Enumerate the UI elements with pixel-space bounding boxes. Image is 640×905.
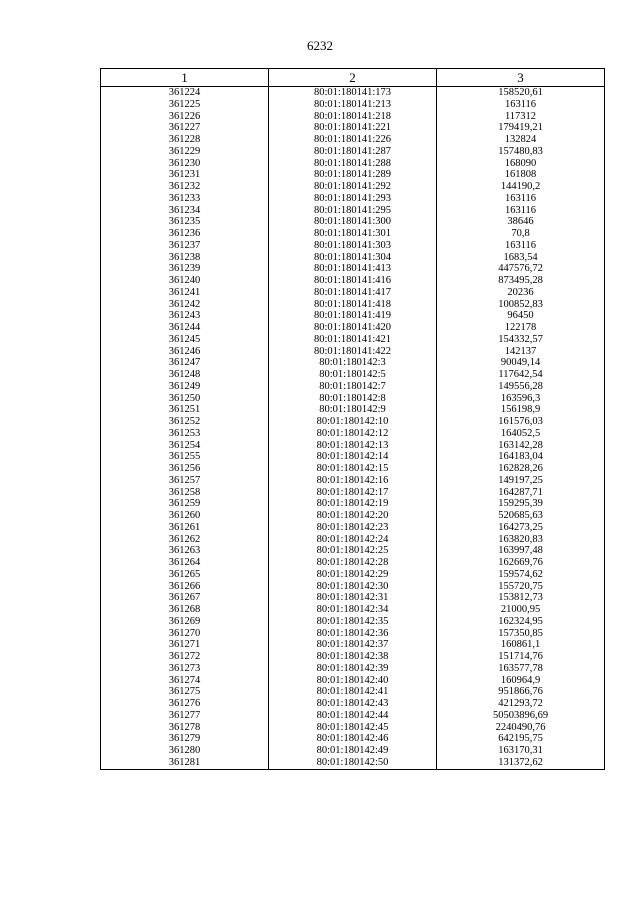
table-row [101,216,605,228]
value-cell: 38646 [437,216,605,228]
table-row [101,287,605,299]
table-row [101,99,605,111]
table-row [101,169,605,181]
row-number-cell: 361268 [101,604,269,616]
table-row [101,557,605,569]
table-row [101,369,605,381]
cadastral-number-cell: 80:01:180142:50 [269,757,437,769]
row-number-cell: 361260 [101,510,269,522]
row-number-cell: 361248 [101,369,269,381]
row-number-cell: 361254 [101,440,269,452]
cadastral-number-cell: 80:01:180142:31 [269,592,437,604]
value-cell: 163577,78 [437,663,605,675]
value-cell: 1683,54 [437,252,605,264]
value-cell: 157480,83 [437,146,605,158]
table-row [101,722,605,734]
row-number-cell: 361278 [101,722,269,734]
header-row [101,69,605,87]
cadastral-number-cell: 80:01:180142:3 [269,357,437,369]
cadastral-number-cell: 80:01:180141:221 [269,122,437,134]
value-cell: 164052,5 [437,428,605,440]
table-row [101,134,605,146]
table-row [101,404,605,416]
table-row [101,228,605,240]
row-number-cell: 361271 [101,639,269,651]
value-cell: 70,8 [437,228,605,240]
cadastral-number-cell: 80:01:180141:293 [269,193,437,205]
cadastral-number-cell: 80:01:180142:37 [269,639,437,651]
table-row [101,146,605,158]
value-cell: 162324,95 [437,616,605,628]
cadastral-number-cell: 80:01:180142:25 [269,545,437,557]
value-cell: 159574,62 [437,569,605,581]
value-cell: 447576,72 [437,263,605,275]
cadastral-number-cell: 80:01:180142:17 [269,487,437,499]
value-cell: 421293,72 [437,698,605,710]
value-cell: 162669,76 [437,557,605,569]
table-row [101,252,605,264]
cadastral-number-cell: 80:01:180142:10 [269,416,437,428]
cadastral-number-cell: 80:01:180142:23 [269,522,437,534]
value-cell: 149556,28 [437,381,605,393]
table-row [101,592,605,604]
table-row [101,193,605,205]
row-number-cell: 361238 [101,252,269,264]
cadastral-number-cell: 80:01:180142:8 [269,393,437,405]
cadastral-number-cell: 80:01:180142:12 [269,428,437,440]
value-cell: 151714,76 [437,651,605,663]
row-number-cell: 361264 [101,557,269,569]
table-row [101,275,605,287]
table-body [101,87,605,770]
cadastral-number-cell: 80:01:180141:421 [269,334,437,346]
value-cell: 158520,61 [437,87,605,99]
value-cell: 100852,83 [437,299,605,311]
value-cell: 520685,63 [437,510,605,522]
cadastral-number-cell: 80:01:180141:419 [269,310,437,322]
table-row [101,534,605,546]
table-row [101,393,605,405]
row-number-cell: 361227 [101,122,269,134]
cadastral-number-cell: 80:01:180142:15 [269,463,437,475]
column-header-1: 1 [101,69,269,87]
table-row [101,487,605,499]
row-number-cell: 361261 [101,522,269,534]
row-number-cell: 361253 [101,428,269,440]
row-number-cell: 361265 [101,569,269,581]
value-cell: 163997,48 [437,545,605,557]
table-header [101,69,605,87]
cadastral-number-cell: 80:01:180141:418 [269,299,437,311]
cadastral-number-cell: 80:01:180142:49 [269,745,437,757]
cadastral-number-cell: 80:01:180142:30 [269,581,437,593]
value-cell: 163116 [437,240,605,252]
row-number-cell: 361273 [101,663,269,675]
cadastral-number-cell: 80:01:180141:420 [269,322,437,334]
value-cell: 161576,03 [437,416,605,428]
table-row [101,710,605,722]
row-number-cell: 361237 [101,240,269,252]
table-row [101,581,605,593]
cadastral-number-cell: 80:01:180141:289 [269,169,437,181]
table-row [101,205,605,217]
table-row [101,158,605,170]
column-header-2: 2 [269,69,437,87]
row-number-cell: 361225 [101,99,269,111]
value-cell: 90049,14 [437,357,605,369]
cadastral-number-cell: 80:01:180141:292 [269,181,437,193]
row-number-cell: 361234 [101,205,269,217]
table-row [101,686,605,698]
value-cell: 160964,9 [437,675,605,687]
value-cell: 149197,25 [437,475,605,487]
row-number-cell: 361247 [101,357,269,369]
row-number-cell: 361279 [101,733,269,745]
cadastral-number-cell: 80:01:180142:7 [269,381,437,393]
cadastral-number-cell: 80:01:180141:417 [269,287,437,299]
table-row [101,263,605,275]
value-cell: 96450 [437,310,605,322]
table-row [101,757,605,769]
table-row [101,299,605,311]
cadastral-number-cell: 80:01:180142:14 [269,451,437,463]
value-cell: 142137 [437,346,605,358]
row-number-cell: 361230 [101,158,269,170]
value-cell: 162828,26 [437,463,605,475]
row-number-cell: 361274 [101,675,269,687]
row-number-cell: 361263 [101,545,269,557]
row-number-cell: 361281 [101,757,269,769]
value-cell: 163820,83 [437,534,605,546]
row-number-cell: 361224 [101,87,269,99]
cadastral-number-cell: 80:01:180141:213 [269,99,437,111]
cadastral-number-cell: 80:01:180141:422 [269,346,437,358]
table-row [101,381,605,393]
table-row [101,733,605,745]
value-cell: 179419,21 [437,122,605,134]
table-row [101,451,605,463]
table-row [101,416,605,428]
table-row [101,510,605,522]
row-number-cell: 361277 [101,710,269,722]
cadastral-number-cell: 80:01:180141:413 [269,263,437,275]
value-cell: 21000,95 [437,604,605,616]
table-row [101,498,605,510]
value-cell: 122178 [437,322,605,334]
row-number-cell: 361256 [101,463,269,475]
table-row [101,475,605,487]
cadastral-number-cell: 80:01:180141:416 [269,275,437,287]
value-cell: 153812,73 [437,592,605,604]
value-cell: 163596,3 [437,393,605,405]
row-number-cell: 361276 [101,698,269,710]
value-cell: 163170,31 [437,745,605,757]
row-number-cell: 361243 [101,310,269,322]
cadastral-number-cell: 80:01:180141:300 [269,216,437,228]
table-row [101,545,605,557]
value-cell: 157350,85 [437,628,605,640]
value-cell: 164183,04 [437,451,605,463]
row-number-cell: 361241 [101,287,269,299]
value-cell: 159295,39 [437,498,605,510]
row-number-cell: 361270 [101,628,269,640]
row-number-cell: 361245 [101,334,269,346]
cadastral-number-cell: 80:01:180142:39 [269,663,437,675]
cadastral-number-cell: 80:01:180142:40 [269,675,437,687]
cadastral-number-cell: 80:01:180142:35 [269,616,437,628]
table-row [101,122,605,134]
cadastral-number-cell: 80:01:180141:287 [269,146,437,158]
table-row [101,440,605,452]
cadastral-number-cell: 80:01:180142:41 [269,686,437,698]
value-cell: 50503896,69 [437,710,605,722]
value-cell: 2240490,76 [437,722,605,734]
cadastral-number-cell: 80:01:180142:45 [269,722,437,734]
row-number-cell: 361233 [101,193,269,205]
table-row [101,628,605,640]
table-row [101,675,605,687]
cadastral-number-cell: 80:01:180142:28 [269,557,437,569]
row-number-cell: 361251 [101,404,269,416]
table-row [101,87,605,99]
row-number-cell: 361252 [101,416,269,428]
table-row [101,663,605,675]
row-number-cell: 361232 [101,181,269,193]
table-row [101,651,605,663]
row-number-cell: 361258 [101,487,269,499]
table-row [101,334,605,346]
cadastral-number-cell: 80:01:180142:46 [269,733,437,745]
row-number-cell: 361235 [101,216,269,228]
cadastral-number-cell: 80:01:180142:19 [269,498,437,510]
value-cell: 873495,28 [437,275,605,287]
row-number-cell: 361259 [101,498,269,510]
table-row [101,322,605,334]
value-cell: 154332,57 [437,334,605,346]
value-cell: 20236 [437,287,605,299]
row-number-cell: 361257 [101,475,269,487]
table-row [101,357,605,369]
table-row [101,346,605,358]
table-row [101,428,605,440]
table-row [101,181,605,193]
row-number-cell: 361262 [101,534,269,546]
cadastral-number-cell: 80:01:180142:44 [269,710,437,722]
row-number-cell: 361246 [101,346,269,358]
value-cell: 132824 [437,134,605,146]
cadastral-number-cell: 80:01:180142:24 [269,534,437,546]
value-cell: 131372,62 [437,757,605,769]
cadastral-number-cell: 80:01:180141:173 [269,87,437,99]
row-number-cell: 361249 [101,381,269,393]
value-cell: 144190,2 [437,181,605,193]
cadastral-number-cell: 80:01:180142:20 [269,510,437,522]
row-number-cell: 361242 [101,299,269,311]
table-row [101,463,605,475]
table-row [101,745,605,757]
row-number-cell: 361280 [101,745,269,757]
table-row [101,569,605,581]
cadastral-number-cell: 80:01:180141:295 [269,205,437,217]
row-number-cell: 361240 [101,275,269,287]
row-number-cell: 361275 [101,686,269,698]
value-cell: 163142,28 [437,440,605,452]
table-row [101,310,605,322]
registry-table [100,68,605,770]
value-cell: 156198,9 [437,404,605,416]
value-cell: 164287,71 [437,487,605,499]
row-number-cell: 361231 [101,169,269,181]
value-cell: 164273,25 [437,522,605,534]
cadastral-number-cell: 80:01:180142:16 [269,475,437,487]
cadastral-number-cell: 80:01:180142:5 [269,369,437,381]
row-number-cell: 361226 [101,111,269,123]
value-cell: 642195,75 [437,733,605,745]
value-cell: 161808 [437,169,605,181]
table-row [101,522,605,534]
row-number-cell: 361269 [101,616,269,628]
table-row [101,111,605,123]
cadastral-number-cell: 80:01:180141:304 [269,252,437,264]
value-cell: 163116 [437,193,605,205]
row-number-cell: 361239 [101,263,269,275]
cadastral-number-cell: 80:01:180141:301 [269,228,437,240]
table-row [101,604,605,616]
row-number-cell: 361250 [101,393,269,405]
value-cell: 117312 [437,111,605,123]
cadastral-number-cell: 80:01:180142:13 [269,440,437,452]
cadastral-number-cell: 80:01:180142:43 [269,698,437,710]
cadastral-number-cell: 80:01:180142:36 [269,628,437,640]
cadastral-number-cell: 80:01:180142:38 [269,651,437,663]
value-cell: 163116 [437,205,605,217]
cadastral-number-cell: 80:01:180142:34 [269,604,437,616]
value-cell: 160861,1 [437,639,605,651]
value-cell: 163116 [437,99,605,111]
row-number-cell: 361266 [101,581,269,593]
table-row [101,616,605,628]
row-number-cell: 361272 [101,651,269,663]
row-number-cell: 361229 [101,146,269,158]
row-number-cell: 361244 [101,322,269,334]
page-number: 6232 [307,38,333,53]
value-cell: 117642,54 [437,369,605,381]
cadastral-number-cell: 80:01:180142:9 [269,404,437,416]
table-row [101,698,605,710]
row-number-cell: 361228 [101,134,269,146]
row-number-cell: 361255 [101,451,269,463]
cadastral-number-cell: 80:01:180142:29 [269,569,437,581]
row-number-cell: 361236 [101,228,269,240]
cadastral-number-cell: 80:01:180141:303 [269,240,437,252]
table-row [101,639,605,651]
cadastral-number-cell: 80:01:180141:226 [269,134,437,146]
column-header-3: 3 [437,69,605,87]
cadastral-number-cell: 80:01:180141:288 [269,158,437,170]
cadastral-number-cell: 80:01:180141:218 [269,111,437,123]
table-row [101,240,605,252]
value-cell: 168090 [437,158,605,170]
row-number-cell: 361267 [101,592,269,604]
value-cell: 951866,76 [437,686,605,698]
value-cell: 155720,75 [437,581,605,593]
